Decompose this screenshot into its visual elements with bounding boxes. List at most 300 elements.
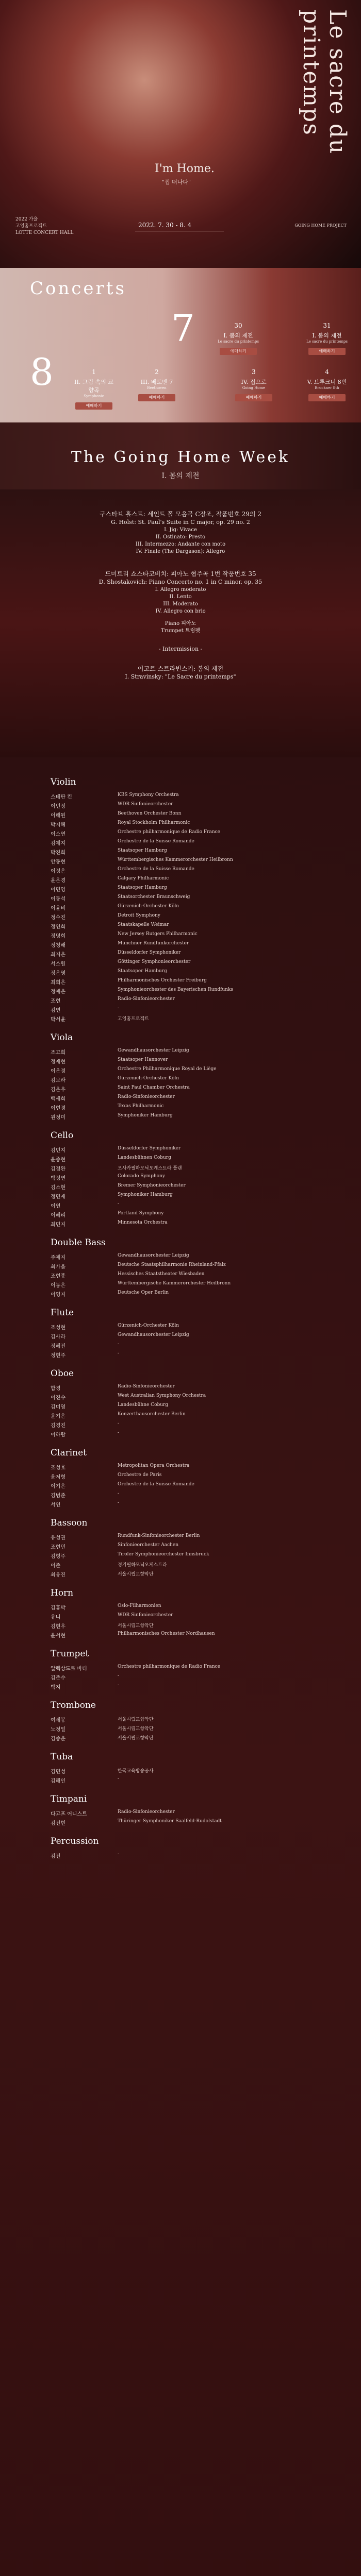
book-button[interactable]: 예매하기	[138, 394, 175, 401]
movement: IV. Finale (The Dargason): Allegro	[136, 549, 225, 554]
card-day: 2	[155, 368, 159, 376]
player-orchestra: -	[118, 1006, 120, 1011]
player-orchestra: -	[118, 1430, 120, 1435]
player-orchestra: Konzerthausorchester Berlin	[118, 1412, 186, 1417]
vertical-title: Le sacre du printemps	[298, 9, 351, 155]
player-row	[51, 1290, 361, 1299]
program	[0, 489, 361, 757]
player-name: 정수진	[51, 915, 65, 921]
player-name: 김은우	[51, 1087, 65, 1093]
section-title: Flute	[51, 1308, 74, 1318]
player-name: 김사라	[51, 1334, 65, 1340]
player-row	[51, 1561, 361, 1570]
hero-date: 2022. 7. 30 - 8. 4	[138, 222, 192, 229]
player-orchestra: Gürzenich-Orchester Köln	[118, 1323, 179, 1328]
player-orchestra: Gewandhausorchester Leipzig	[118, 1332, 189, 1337]
player-name: 이영지	[51, 1292, 65, 1298]
section-title: Clarinet	[51, 1448, 87, 1458]
player-row	[51, 1716, 361, 1725]
book-button[interactable]: 예매하기	[308, 348, 346, 355]
work-title-ko: 드미트리 쇼스타코비치: 피아노 협주곡 1번 작품번호 35	[105, 570, 256, 578]
player-orchestra: Landesbühne Coburg	[118, 1402, 169, 1408]
player-name: 김민지	[51, 1148, 65, 1154]
roster-section	[51, 1368, 361, 1439]
player-orchestra: -	[118, 1342, 120, 1347]
soloist: Piano 피아노	[165, 621, 196, 626]
player-row	[51, 913, 361, 922]
player-row	[51, 1472, 361, 1482]
player-orchestra: WDR Sinfonieorchester	[118, 1613, 173, 1618]
roster	[0, 757, 361, 2576]
player-orchestra: Bremer Symphonieorchester	[118, 1183, 186, 1188]
player-name: 조고희	[51, 1050, 65, 1056]
section-title: Viola	[51, 1032, 73, 1043]
player-orchestra: 서울시립교향악단	[118, 1717, 154, 1722]
card-subtitle: Symphonie	[84, 394, 104, 398]
book-button[interactable]: 예매하기	[308, 394, 346, 401]
player-row	[51, 1262, 361, 1272]
movement: I. Allegro moderato	[155, 587, 206, 592]
player-orchestra: -	[118, 1500, 120, 1505]
concert-card[interactable]	[135, 368, 178, 401]
player-row	[51, 1776, 361, 1786]
player-name: 조성현	[51, 1325, 65, 1331]
player-row	[51, 1430, 361, 1439]
player-row	[51, 867, 361, 876]
player-row	[51, 1683, 361, 1692]
player-orchestra: -	[118, 1491, 120, 1496]
player-name: 김해인	[51, 1778, 65, 1784]
player-orchestra: Staatsoper Hamburg	[118, 885, 167, 890]
player-name: 이혜리	[51, 1213, 65, 1218]
player-row	[51, 1281, 361, 1290]
work-title-en: I. Stravinsky: "Le Sacre du printemps"	[125, 673, 236, 680]
player-orchestra: 고잉홈프로젝트	[118, 1016, 149, 1022]
player-orchestra: Hessisches Staatstheater Wiesbaden	[118, 1272, 205, 1277]
roster-section	[51, 1308, 361, 1360]
big-number-8: 8	[30, 350, 54, 394]
player-name: 정명희	[51, 934, 65, 939]
player-row	[51, 1402, 361, 1412]
section-title: Tuba	[51, 1752, 73, 1762]
work-title-en: G. Holst: St. Paul's Suite in C major, op. 29 no. 2	[111, 519, 250, 526]
player-orchestra: Symphoniker Hamburg	[118, 1192, 173, 1197]
player-row	[51, 839, 361, 848]
player-name: 정예은	[51, 989, 65, 995]
player-row	[51, 1048, 361, 1057]
movement: I. Jig: Vivace	[164, 527, 197, 533]
player-row	[51, 1552, 361, 1561]
player-name: 김현우	[51, 1624, 65, 1630]
player-name: 정민재	[51, 1194, 65, 1200]
player-name: 박서윤	[51, 1017, 65, 1023]
player-orchestra: -	[118, 1673, 120, 1679]
player-orchestra: -	[118, 1852, 120, 1857]
player-name: 함경	[51, 1386, 61, 1392]
player-row	[51, 1412, 361, 1421]
player-row	[51, 1543, 361, 1552]
player-orchestra: 서울시립교향악단	[118, 1736, 154, 1741]
hero-subtitle: "집 떠나다"	[162, 179, 191, 185]
player-orchestra: Düsseldorfer Symphoniker	[118, 950, 181, 955]
player-row	[51, 996, 361, 1006]
player-row	[51, 1220, 361, 1229]
player-name: 백세희	[51, 1096, 65, 1102]
card-subtitle: Going Home	[242, 386, 266, 390]
player-orchestra: -	[118, 1351, 120, 1356]
player-name: 이현경	[51, 1106, 65, 1111]
player-row	[51, 1500, 361, 1510]
section-title: Trumpet	[51, 1649, 89, 1659]
player-name: 조현	[51, 998, 61, 1004]
player-orchestra: Württembergisches Kammerorchester Heilbronn	[118, 857, 233, 862]
player-row	[51, 1482, 361, 1491]
player-row	[51, 1155, 361, 1164]
player-orchestra: Royal Stockholm Philharmonic	[118, 820, 190, 825]
player-orchestra: 경기필하모닉오케스트라	[118, 1563, 167, 1568]
player-orchestra: Orchestre de la Suisse Romande	[118, 867, 194, 872]
soloist: Trumpet 트럼펫	[161, 628, 200, 634]
roster-section	[51, 1752, 361, 1786]
player-name: 박진희	[51, 850, 65, 856]
player-orchestra: KBS Symphony Orchestra	[118, 792, 179, 798]
card-title: IV. 집으로	[241, 379, 267, 385]
player-row	[51, 885, 361, 894]
going-home-week	[0, 422, 361, 489]
hero-meta	[15, 216, 73, 236]
player-name: 정청해	[51, 943, 65, 948]
player-row	[51, 1076, 361, 1085]
roster-section	[51, 1130, 361, 1229]
player-name: 김진현	[51, 1821, 65, 1826]
card-day: 31	[323, 322, 331, 329]
player-row	[51, 1192, 361, 1201]
card-title: I. 봄의 제전	[223, 332, 253, 339]
player-orchestra: Minnesota Orchestra	[118, 1220, 168, 1225]
program-work-2	[0, 555, 361, 635]
roster-section	[51, 1794, 361, 1828]
player-row	[51, 1332, 361, 1342]
player-name: 이소연	[51, 832, 65, 837]
section-title: Oboe	[51, 1368, 74, 1379]
book-button[interactable]: 예매하기	[75, 402, 112, 410]
player-row	[51, 904, 361, 913]
player-name: 주예지	[51, 1255, 65, 1261]
work-title-ko: 이고르 스트라빈스키: 봄의 제전	[137, 665, 224, 672]
player-row	[51, 1819, 361, 1828]
roster-section	[51, 777, 361, 1024]
player-row	[51, 792, 361, 802]
movement: IV. Allegro con brio	[155, 608, 206, 614]
player-row	[51, 1104, 361, 1113]
player-row	[51, 950, 361, 959]
player-name: 윤종현	[51, 1157, 65, 1163]
player-row	[51, 857, 361, 867]
player-orchestra: Landesbühnen Coburg	[118, 1155, 171, 1160]
player-row	[51, 1057, 361, 1066]
player-row	[51, 848, 361, 857]
player-row	[51, 1809, 361, 1819]
program-work-1	[0, 489, 361, 555]
player-row	[51, 1852, 361, 1861]
concert-card[interactable]	[305, 368, 349, 401]
section-title: Trombone	[51, 1700, 96, 1710]
player-row	[51, 1146, 361, 1155]
player-row	[51, 1491, 361, 1500]
player-name: 이준	[51, 1563, 61, 1569]
player-name: 최희은	[51, 980, 65, 986]
player-name: 김홍박	[51, 1605, 65, 1611]
player-name: 조성호	[51, 1465, 65, 1471]
concert-card[interactable]	[217, 322, 260, 355]
player-name: 김민성	[51, 1769, 65, 1775]
player-orchestra: Radio-Sinfonieorchester	[118, 996, 175, 1002]
meta-line-3: LOTTE CONCERT HALL	[15, 230, 74, 235]
player-name: 김준수	[51, 1675, 65, 1681]
player-name: 정연희	[51, 924, 65, 930]
player-name: 김미영	[51, 1404, 65, 1410]
player-row	[51, 1201, 361, 1211]
player-row	[51, 1421, 361, 1430]
player-row	[51, 1533, 361, 1543]
player-name: 이기은	[51, 1484, 65, 1489]
player-row	[51, 959, 361, 969]
book-button[interactable]: 예매하기	[220, 348, 257, 355]
player-row	[51, 1613, 361, 1622]
player-orchestra: 서울시립교향악단	[118, 1726, 154, 1732]
player-name: 정혜진	[51, 1344, 65, 1349]
player-orchestra: Calgary Philharmonic	[118, 876, 169, 881]
roster-section	[51, 1700, 361, 1743]
player-row	[51, 802, 361, 811]
program-work-3	[0, 653, 361, 681]
player-orchestra: -	[118, 1776, 120, 1782]
roster-section	[51, 1032, 361, 1122]
player-orchestra: Deutsche Staatsphilharmonie Rheinland-Pfalz	[118, 1262, 226, 1267]
card-day: 30	[234, 322, 242, 329]
card-title: I. 봄의 제전	[312, 332, 342, 339]
player-orchestra: Staatsoper Hamburg	[118, 969, 167, 974]
player-row	[51, 876, 361, 885]
player-orchestra: Düsseldorfer Symphoniker	[118, 1146, 181, 1151]
player-row	[51, 1113, 361, 1122]
player-orchestra: Münchner Rundfunkorchester	[118, 941, 189, 946]
player-name: 이민정	[51, 804, 65, 809]
player-orchestra: Saint Paul Chamber Orchestra	[118, 1085, 190, 1090]
roster-section	[51, 1448, 361, 1510]
player-orchestra: Beethoven Orchester Bonn	[118, 811, 182, 816]
big-number-7: 7	[171, 307, 195, 350]
player-orchestra: West Australian Symphony Orchestra	[118, 1393, 206, 1398]
player-name: 윤기은	[51, 1414, 65, 1419]
im-home-title: I'm Home.	[155, 162, 215, 175]
player-name: 알렉상드르 바티	[51, 1666, 87, 1672]
player-name: 조현민	[51, 1545, 65, 1550]
player-orchestra: Symphoniker Hamburg	[118, 1113, 173, 1118]
movement: III. Intermezzo: Andante con moto	[135, 541, 226, 547]
section-title: Timpani	[51, 1794, 87, 1804]
section-title: Violin	[51, 777, 76, 787]
section-title: Double Bass	[51, 1238, 106, 1248]
player-orchestra: Gürzenich-Orchester Köln	[118, 1076, 179, 1081]
player-name: 최가을	[51, 1264, 65, 1270]
going-home-title: The Going Home Week	[71, 448, 290, 466]
section-title: Horn	[51, 1588, 74, 1598]
player-row	[51, 922, 361, 931]
player-orchestra: Colorado Symphony	[118, 1174, 165, 1179]
player-orchestra: Staatsoper Hannover	[118, 1057, 168, 1062]
player-name: 스테판 킨	[51, 794, 72, 800]
section-title: Bassoon	[51, 1518, 88, 1528]
player-row	[51, 1351, 361, 1360]
player-name: 이은경	[51, 1069, 65, 1074]
hero	[0, 0, 361, 268]
roster-section	[51, 1836, 361, 1861]
player-name: 김소현	[51, 1185, 65, 1191]
player-orchestra: Thüringer Symphoniker Saalfeld-Rudolstadt	[118, 1819, 222, 1824]
player-row	[51, 1174, 361, 1183]
concerts-title: Concerts	[30, 278, 126, 299]
player-row	[51, 1463, 361, 1472]
player-orchestra: 서울시립교향악단	[118, 1572, 154, 1577]
player-name: 이진수	[51, 1395, 65, 1401]
player-row	[51, 1664, 361, 1673]
player-orchestra: Tiroler Symphonieorchester Innsbruck	[118, 1552, 209, 1557]
player-name: 조현종	[51, 1274, 65, 1279]
player-row	[51, 1066, 361, 1076]
player-row	[51, 1211, 361, 1220]
player-name: 김진	[51, 1854, 61, 1859]
player-orchestra: Orchestre Philharmonique Royal de Liège	[118, 1066, 217, 1072]
player-row	[51, 1253, 361, 1262]
player-orchestra: Orchestre de la Suisse Romande	[118, 839, 194, 844]
meta-line-2: 고잉홈프로젝트	[15, 224, 47, 229]
player-name: 이동석	[51, 896, 65, 902]
player-orchestra: Radio-Sinfonieorchester	[118, 1384, 175, 1389]
player-orchestra: Orchestre de la Suisse Romande	[118, 1482, 194, 1487]
player-orchestra: -	[118, 1683, 120, 1688]
player-orchestra: Symphonieorchester des Bayerischen Rundfunks	[118, 987, 234, 992]
player-orchestra: 한국교육방송공사	[118, 1769, 154, 1774]
player-orchestra: Gürzenich-Orchester Köln	[118, 904, 179, 909]
movement: II. Ostinato: Presto	[155, 534, 206, 540]
player-name: 이연	[51, 1204, 61, 1209]
player-row	[51, 1342, 361, 1351]
player-orchestra: Staatsorchester Braunschweig	[118, 894, 190, 900]
player-row	[51, 811, 361, 820]
roster-section	[51, 1588, 361, 1640]
player-row	[51, 1094, 361, 1104]
player-name: 김범준	[51, 1493, 65, 1499]
player-name: 최민지	[51, 1222, 65, 1228]
concerts-section	[0, 268, 361, 422]
player-name: 윤서현	[51, 1633, 65, 1639]
player-orchestra: Texas Philharmonic	[118, 1104, 164, 1109]
player-orchestra: Gewandhausorchester Leipzig	[118, 1048, 189, 1053]
player-row	[51, 1015, 361, 1024]
player-name: 최유진	[51, 1572, 65, 1578]
player-orchestra: Orchestre de Paris	[118, 1472, 162, 1478]
player-row	[51, 1734, 361, 1743]
meta-line-1: 2022 가을	[15, 217, 38, 222]
player-orchestra: -	[118, 1201, 120, 1207]
player-name: 정은영	[51, 971, 65, 976]
player-row	[51, 1570, 361, 1580]
player-row	[51, 1384, 361, 1393]
player-row	[51, 1767, 361, 1776]
player-name: 유니	[51, 1615, 61, 1620]
player-name: 김형주	[51, 1554, 65, 1560]
card-title: V. 브루크너 8번	[307, 379, 347, 385]
player-name: 박정연	[51, 1176, 65, 1181]
player-name: 이윤비	[51, 906, 65, 911]
player-orchestra: Orchestre philharmonique de Radio France	[118, 829, 221, 835]
player-row	[51, 1323, 361, 1332]
card-title: II. 그림 속의 교향곡	[74, 379, 113, 394]
player-name: 최지은	[51, 952, 65, 958]
player-orchestra: Philharmonisches Orchester Freiburg	[118, 978, 207, 983]
player-row	[51, 1164, 361, 1174]
book-button[interactable]: 예매하기	[235, 394, 272, 401]
player-row	[51, 1725, 361, 1734]
player-orchestra: -	[118, 1421, 120, 1426]
player-row	[51, 829, 361, 839]
roster-section	[51, 1649, 361, 1692]
player-name: 김연	[51, 1008, 61, 1013]
player-orchestra: 오사카필하모닉오케스트라 플랜	[118, 1166, 182, 1171]
player-row	[51, 931, 361, 941]
player-orchestra: Gewandhausorchester Leipzig	[118, 1253, 189, 1258]
player-orchestra: Rundfunk-Sinfonieorchester Berlin	[118, 1533, 200, 1538]
roster-section	[51, 1238, 361, 1299]
player-row	[51, 1622, 361, 1631]
player-orchestra: Portland Symphony	[118, 1211, 164, 1216]
player-row	[51, 1631, 361, 1640]
concert-card[interactable]	[72, 368, 116, 410]
player-name: 김경진	[51, 1423, 65, 1429]
player-orchestra: Metropolitan Opera Orchestra	[118, 1463, 190, 1468]
card-subtitle: Bruckner 8th	[315, 386, 339, 390]
player-row	[51, 969, 361, 978]
player-name: 박지	[51, 1685, 61, 1690]
player-orchestra: Sinfonieorchester Aachen	[118, 1543, 179, 1548]
concert-card[interactable]	[305, 322, 349, 355]
player-name: 이정은	[51, 869, 65, 874]
player-row	[51, 1272, 361, 1281]
player-orchestra: Philharmonisches Orchester Nordhausen	[118, 1631, 215, 1636]
player-row	[51, 1393, 361, 1402]
player-name: 안동현	[51, 859, 65, 865]
player-row	[51, 978, 361, 987]
player-orchestra: Staatsoper Hamburg	[118, 848, 167, 853]
player-row	[51, 1085, 361, 1094]
player-row	[51, 820, 361, 829]
player-orchestra: Radio-Sinfonieorchester	[118, 1809, 175, 1815]
player-orchestra: New Jersey Rutgers Philharmonic	[118, 931, 198, 937]
player-row	[51, 1673, 361, 1683]
player-orchestra: WDR Sinfonieorchester	[118, 802, 173, 807]
player-name: 김종운	[51, 1736, 65, 1742]
player-row	[51, 1006, 361, 1015]
player-name: 윤저형	[51, 1475, 65, 1480]
movement: II. Lento	[169, 594, 192, 600]
work-title-en: D. Shostakovich: Piano Concerto no. 1 in C minor, op. 35	[99, 579, 262, 585]
concert-card[interactable]	[232, 368, 275, 401]
player-orchestra: Orchestre philharmonique de Radio France	[118, 1664, 221, 1669]
player-name: 이하람	[51, 1432, 65, 1438]
player-row	[51, 1603, 361, 1613]
player-name: 원정미	[51, 1115, 65, 1121]
